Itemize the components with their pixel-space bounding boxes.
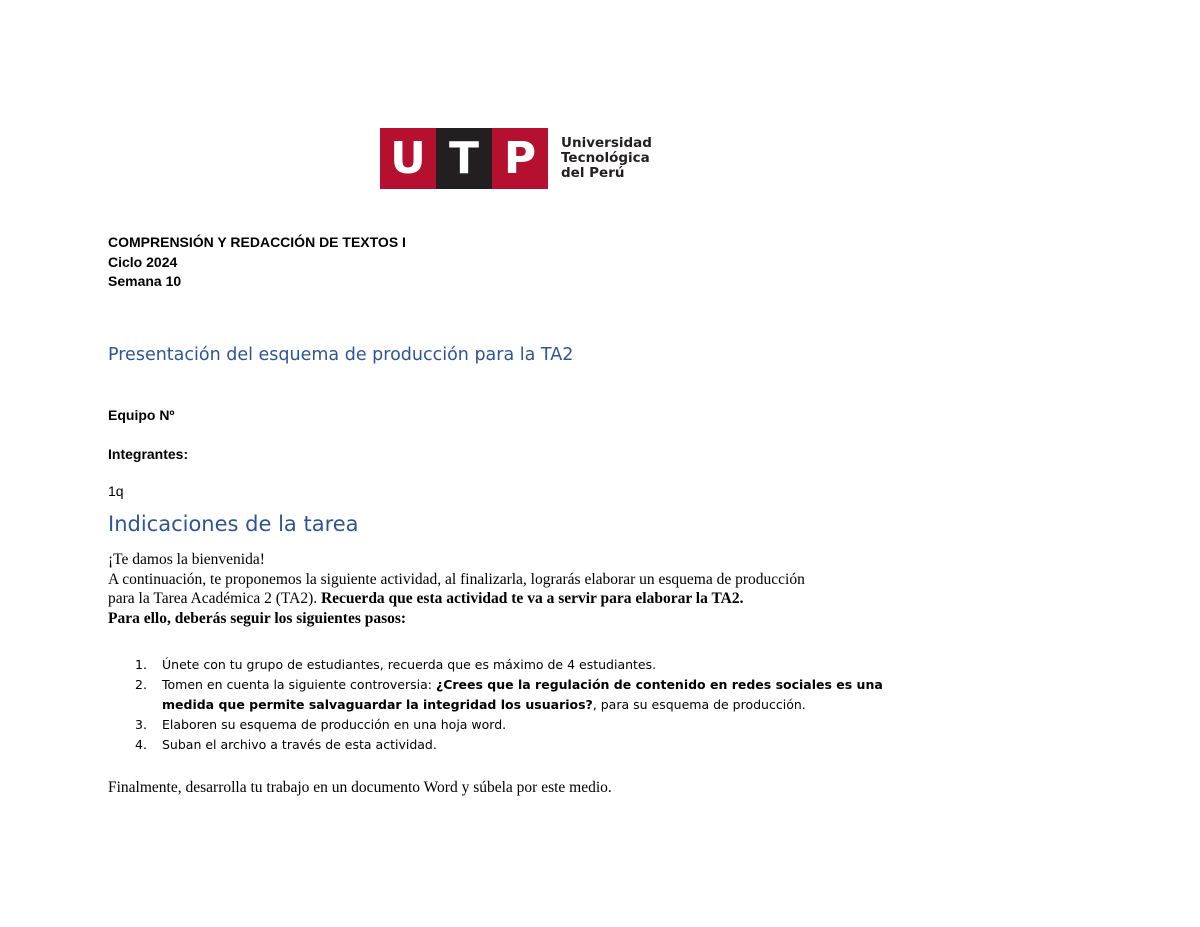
step-text: Tomen en cuenta la siguiente controversia: bbox=[162, 677, 436, 692]
step-number: 2. bbox=[135, 677, 147, 692]
steps-intro-text: Para ello, deberás seguir los siguientes pasos: bbox=[108, 609, 407, 627]
members-value: 1q bbox=[108, 483, 124, 499]
controversy-question-part-2: medida que permite salvaguardar la integridad los usuarios? bbox=[162, 697, 593, 712]
welcome-line: ¡Te damos la bienvenida! bbox=[108, 551, 265, 568]
logo-letter-u: U bbox=[380, 128, 436, 189]
intro-line-2 bbox=[108, 589, 1008, 609]
intro-line-2-text: para la Tarea Académica 2 (TA2). bbox=[108, 590, 321, 607]
list-item bbox=[108, 715, 883, 735]
step-number: 4. bbox=[135, 737, 147, 752]
list-item bbox=[108, 655, 883, 675]
list-item bbox=[108, 675, 883, 715]
course-cycle: Ciclo 2024 bbox=[108, 253, 178, 270]
step-number: 3. bbox=[135, 717, 147, 732]
step-text-line-2 bbox=[162, 695, 883, 715]
logo-wordmark bbox=[561, 136, 652, 181]
step-number: 1. bbox=[135, 657, 147, 672]
step-text: Suban el archivo a través de esta actividad. bbox=[162, 737, 437, 752]
step-text: Únete con tu grupo de estudiantes, recuerda que es máximo de 4 estudiantes. bbox=[162, 657, 657, 672]
section-heading: Indicaciones de la tarea bbox=[108, 512, 359, 536]
logo-line-3: del Perú bbox=[561, 165, 625, 181]
intro-line-1: A continuación, te proponemos la siguiente actividad, al finalizarla, lograrás elaborar un esquema de producción bbox=[108, 570, 805, 588]
course-header bbox=[108, 233, 406, 292]
utp-logo bbox=[380, 128, 652, 189]
intro-bold-note: Recuerda que esta actividad te va a servir para elaborar la TA2. bbox=[320, 590, 744, 607]
steps-list bbox=[108, 655, 883, 755]
step-text-tail: , para su esquema de producción. bbox=[592, 697, 806, 712]
members-label: Integrantes: bbox=[108, 446, 189, 462]
logo-letter-p: P bbox=[492, 128, 548, 189]
logo-letter-t: T bbox=[436, 128, 492, 189]
steps-intro bbox=[108, 609, 1008, 629]
course-week: Semana 10 bbox=[108, 273, 182, 289]
controversy-question-part-1: ¿Crees que la regulación de contenido en redes sociales es una bbox=[435, 677, 883, 692]
course-title: COMPRENSIÓN Y REDACCIÓN DE TEXTOS I bbox=[108, 234, 406, 250]
closing-paragraph: Finalmente, desarrolla tu trabajo en un documento Word y súbela por este medio. bbox=[108, 779, 612, 796]
step-text: Elaboren su esquema de producción en una hoja word. bbox=[162, 717, 507, 732]
list-item bbox=[108, 735, 883, 755]
logo-line-2: Tecnológica bbox=[561, 150, 650, 166]
logo-line-1: Universidad bbox=[561, 135, 652, 151]
instructions-intro bbox=[108, 550, 1008, 628]
team-label: Equipo Nº bbox=[108, 407, 175, 423]
document-subtitle: Presentación del esquema de producción para la TA2 bbox=[108, 345, 574, 365]
